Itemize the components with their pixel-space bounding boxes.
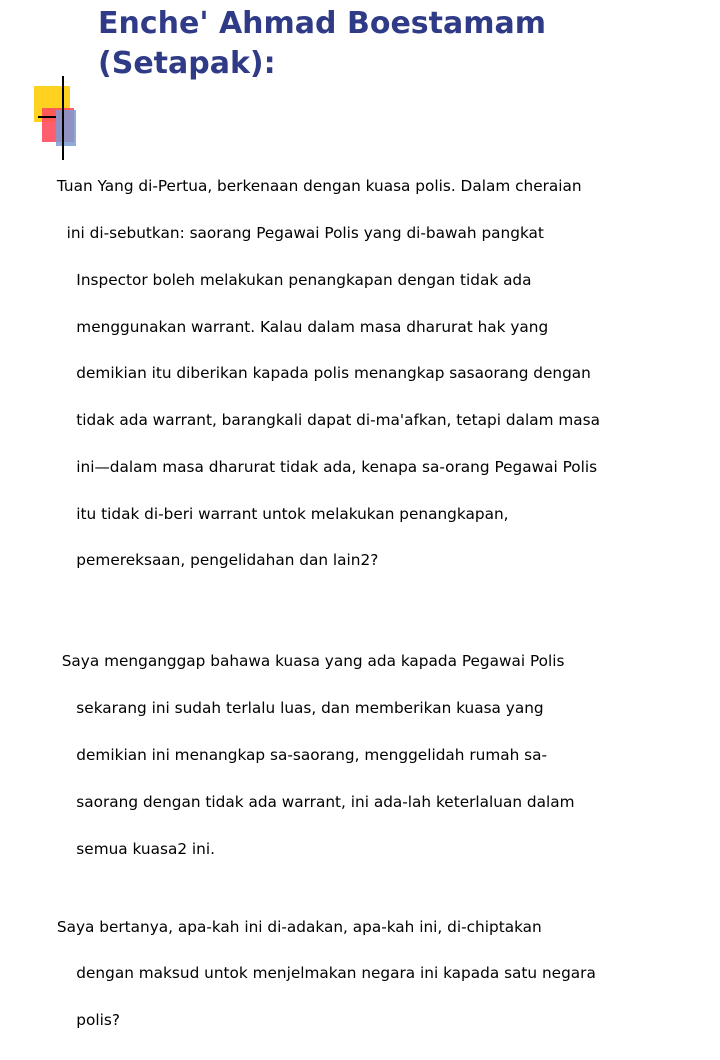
text-line: ini—dalam masa dharurat tidak ada, kenapa sa-orang Pegawai Polis [52, 457, 598, 476]
text-line: dengan maksud untok menjelmakan negara ini kapada satu negara [52, 964, 596, 983]
text-line: polis? [52, 1011, 120, 1030]
slide-body [52, 148, 716, 1060]
title-line-2: (Setapak): [98, 46, 276, 81]
text-line: Saya bertanya, apa-kah ini di-adakan, apa-kah ini, di-chiptakan [52, 917, 542, 936]
text-line: demikian itu diberikan kapada polis menangkap sasaorang dengan [52, 364, 591, 383]
text-line: tidak ada warrant, barangkali dapat di-ma'afkan, tetapi dalam masa [52, 411, 600, 430]
text-line: saorang dengan tidak ada warrant, ini ada-lah keterlaluan dalam [52, 792, 575, 811]
decor-blue-square [56, 110, 76, 146]
text-line: sekarang ini sudah terlalu luas, dan memberikan kuasa yang [52, 699, 544, 718]
text-line: Tuan Yang di-Pertua, berkenaan dengan kuasa polis. Dalam cheraian [52, 177, 582, 196]
decor-horizontal-line [38, 116, 56, 118]
text-line: semua kuasa2 ini. [52, 839, 215, 858]
paragraph-2 [52, 623, 716, 888]
title-line-1: Enche' Ahmad Boestamam [98, 6, 546, 41]
text-line: itu tidak di-beri warrant untok melakukan penangkapan, [52, 504, 509, 523]
paragraph-3 [52, 888, 716, 1060]
text-line: Inspector boleh melakukan penangkapan dengan tidak ada [52, 270, 532, 289]
paragraph-1 [52, 148, 716, 600]
text-line: demikian ini menangkap sa-saorang, menggelidah rumah sa- [52, 745, 548, 764]
text-line: Saya menganggap bahawa kuasa yang ada kapada Pegawai Polis [52, 652, 565, 671]
text-line: ini di-sebutkan: saorang Pegawai Polis yang di-bawah pangkat [52, 223, 544, 242]
text-line: menggunakan warrant. Kalau dalam masa dharurat hak yang [52, 317, 549, 336]
text-line: pemereksaan, pengelidahan dan lain2? [52, 551, 379, 570]
slide-title [98, 4, 546, 84]
